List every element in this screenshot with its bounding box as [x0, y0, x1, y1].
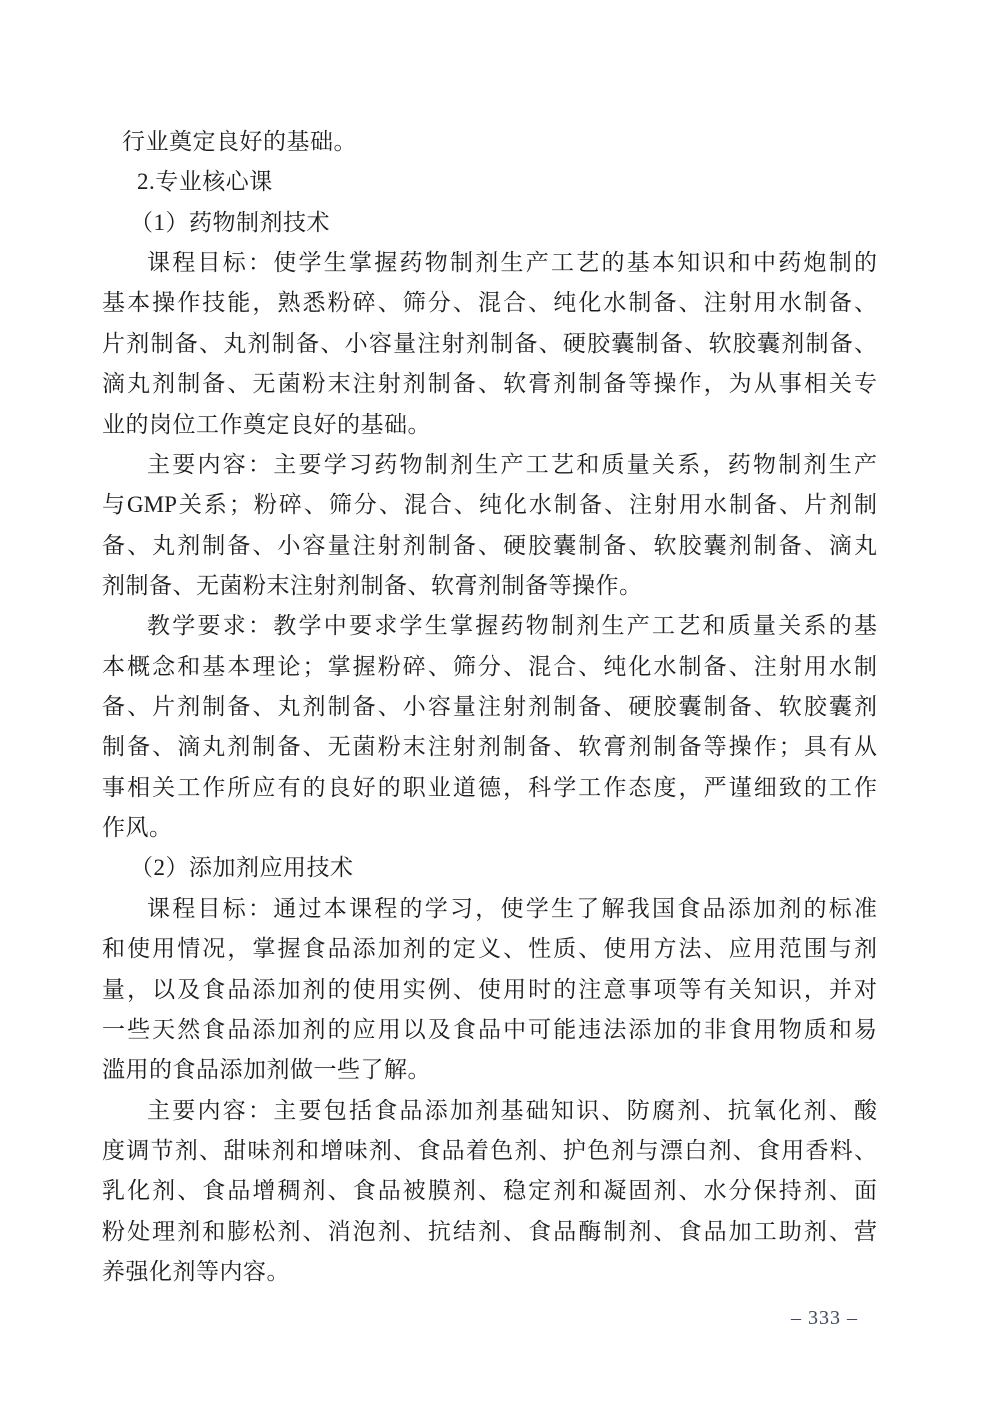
text-line: 本概念和基本理论；掌握粉碎、筛分、混合、纯化水制备、注射用水制 [102, 653, 877, 679]
text-line: 备、片剂制备、丸剂制备、小容量注射剂制备、硬胶囊制备、软胶囊剂 [102, 694, 877, 720]
text-line: 剂制备、无菌粉末注射剂制备、软膏剂制备等操作。 [102, 572, 643, 598]
text-line: 主要内容：主要学习药物制剂生产工艺和质量关系，药物制剂生产 [147, 451, 877, 477]
text-line: 粉处理剂和膨松剂、消泡剂、抗结剂、食品酶制剂、食品加工助剂、营 [102, 1218, 877, 1244]
subsection-heading: （1）药物制剂技术 [130, 209, 330, 235]
text-line: 与GMP关系；粉碎、筛分、混合、纯化水制备、注射用水制备、片剂制 [102, 492, 877, 518]
text-line: 养强化剂等内容。 [102, 1259, 290, 1285]
text-line: 主要内容：主要包括食品添加剂基础知识、防腐剂、抗氧化剂、酸 [147, 1097, 877, 1123]
section-heading: 2.专业核心课 [137, 169, 273, 195]
text-line: 课程目标：使学生掌握药物制剂生产工艺的基本知识和中药炮制的 [147, 250, 877, 276]
text-line: 作风。 [102, 815, 173, 841]
text-line: 滥用的食品添加剂做一些了解。 [102, 1057, 431, 1083]
text-line: 行业奠定良好的基础。 [122, 129, 357, 154]
text-line: 滴丸剂制备、无菌粉末注射剂制备、软膏剂制备等操作，为从事相关专 [102, 371, 877, 397]
text-line: 制备、滴丸剂制备、无菌粉末注射剂制备、软膏剂制备等操作；具有从 [102, 734, 877, 760]
text-line: 片剂制备、丸剂制备、小容量注射剂制备、硬胶囊制备、软胶囊剂制备、 [102, 330, 877, 356]
text-line: 一些天然食品添加剂的应用以及食品中可能违法添加的非食用物质和易 [102, 1016, 877, 1042]
text-line: 事相关工作所应有的良好的职业道德，科学工作态度，严谨细致的工作 [102, 774, 877, 800]
document-text-block [102, 122, 877, 1292]
text-line: 基本操作技能，熟悉粉碎、筛分、混合、纯化水制备、注射用水制备、 [102, 290, 877, 316]
text-line: 课程目标：通过本课程的学习，使学生了解我国食品添加剂的标准 [147, 895, 877, 921]
text-line: 乳化剂、食品增稠剂、食品被膜剂、稳定剂和凝固剂、水分保持剂、面 [102, 1178, 877, 1204]
text-line: 教学要求：教学中要求学生掌握药物制剂生产工艺和质量关系的基 [147, 613, 877, 639]
subsection-heading: （2）添加剂应用技术 [130, 855, 354, 881]
text-line: 业的岗位工作奠定良好的基础。 [102, 411, 431, 437]
text-line: 量，以及食品添加剂的使用实例、使用时的注意事项等有关知识，并对 [102, 976, 877, 1002]
text-line: 度调节剂、甜味剂和增味剂、食品着色剂、护色剂与漂白剂、食用香料、 [102, 1137, 877, 1163]
text-line: 备、丸剂制备、小容量注射剂制备、硬胶囊制备、软胶囊剂制备、滴丸 [102, 532, 877, 558]
text-line: 和使用情况，掌握食品添加剂的定义、性质、使用方法、应用范围与剂 [102, 936, 877, 962]
page-number: – 333 – [791, 1307, 858, 1329]
